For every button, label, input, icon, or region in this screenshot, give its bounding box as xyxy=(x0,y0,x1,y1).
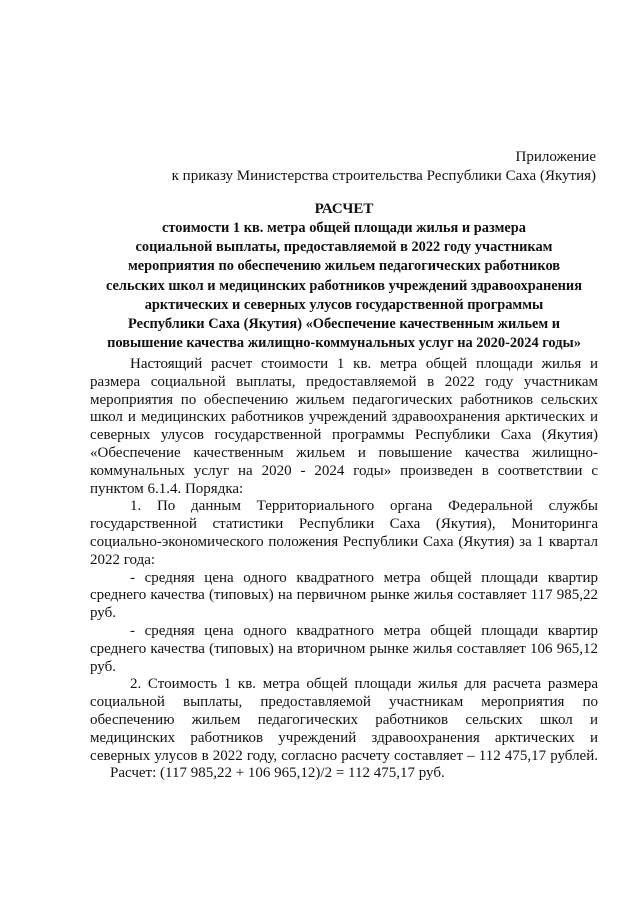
body-text-line: пунктом 6.1.4. Порядка: xyxy=(90,480,244,497)
body-text-line: школ и медицинских работников учреждений здравоохранения арктических и xyxy=(90,409,598,426)
body-text-line: размера социальной выплаты, предоставляемой в 2022 году участникам xyxy=(90,373,598,390)
body-text-line: коммунальных услуг на 2020 - 2024 годы» произведен в соответствии с xyxy=(90,462,598,479)
document-title: РАСЧЕТ xyxy=(314,201,374,217)
appendix-label: Приложение xyxy=(515,149,596,165)
document-body xyxy=(90,356,598,783)
body-text-line: - средняя цена одного квадратного метра общей площади квартир xyxy=(130,622,598,639)
body-text-line: среднего качества (типовых) на вторичном рынке жилья составляет 106 965,12 xyxy=(90,640,598,657)
body-text-line: руб. xyxy=(90,658,116,675)
body-text-line: обеспечению жильем педагогических работников сельских школ и xyxy=(90,711,598,728)
body-text-line: северных улусов государственной программы Республики Саха (Якутия) xyxy=(90,427,598,444)
body-text-line: мероприятия по обеспечению жильем педагогических работников сельских xyxy=(90,391,598,408)
subtitle-line: Республики Саха (Якутия) «Обеспечение качественным жильем и xyxy=(127,316,561,333)
body-text-line: Расчет: (117 985,22 + 106 965,12)/2 = 112 475,17 руб. xyxy=(110,765,445,782)
body-text-line: - средняя цена одного квадратного метра общей площади квартир xyxy=(130,569,598,586)
body-text-line: Настоящий расчет стоимости 1 кв. метра общей площади жилья и xyxy=(130,356,598,372)
body-text-line: северных улусов в 2022 году, согласно расчету составляет – 112 475,17 рублей. xyxy=(90,747,598,764)
body-text-line: государственной статистики Республики Саха (Якутия), Мониторинга xyxy=(90,516,598,533)
document-subtitle xyxy=(88,219,600,353)
subtitle-line: стоимости 1 кв. метра общей площади жилья и размера xyxy=(162,220,526,236)
body-text-line: социально-экономического положения Республики Саха (Якутия) за 1 квартал xyxy=(90,533,598,550)
body-text-line: 2022 года: xyxy=(90,551,156,568)
body-text-line: 2. Стоимость 1 кв. метра общей площади жилья для расчета размера xyxy=(130,676,598,693)
body-text-line: социальной выплаты, предоставляемой участникам мероприятия по xyxy=(90,694,598,711)
body-text-line: руб. xyxy=(90,605,116,622)
body-text-line: 1. По данным Территориального органа Федеральной службы xyxy=(130,498,598,515)
subtitle-line: арктических и северных улусов государственной программы xyxy=(144,296,544,313)
subtitle-line: повышение качества жилищно-коммунальных услуг на 2020-2024 годы» xyxy=(107,335,581,352)
subtitle-line: мероприятия по обеспечению жильем педагогических работников xyxy=(127,258,561,275)
body-text-line: «Обеспечение качественным жильем и повышение качества жилищно- xyxy=(90,444,598,461)
body-text-line: медицинских работников учреждений здравоохранения арктических и xyxy=(90,729,598,746)
order-reference: к приказу Министерства строительства Республики Саха (Якутия) xyxy=(171,168,596,184)
subtitle-line: социальной выплаты, предоставляемой в 2022 году участникам xyxy=(135,239,553,256)
body-text-line: среднего качества (типовых) на первичном рынке жилья составляет 117 985,22 xyxy=(90,587,598,604)
subtitle-line: сельских школ и медицинских работников учреждений здравоохранения xyxy=(105,277,582,294)
